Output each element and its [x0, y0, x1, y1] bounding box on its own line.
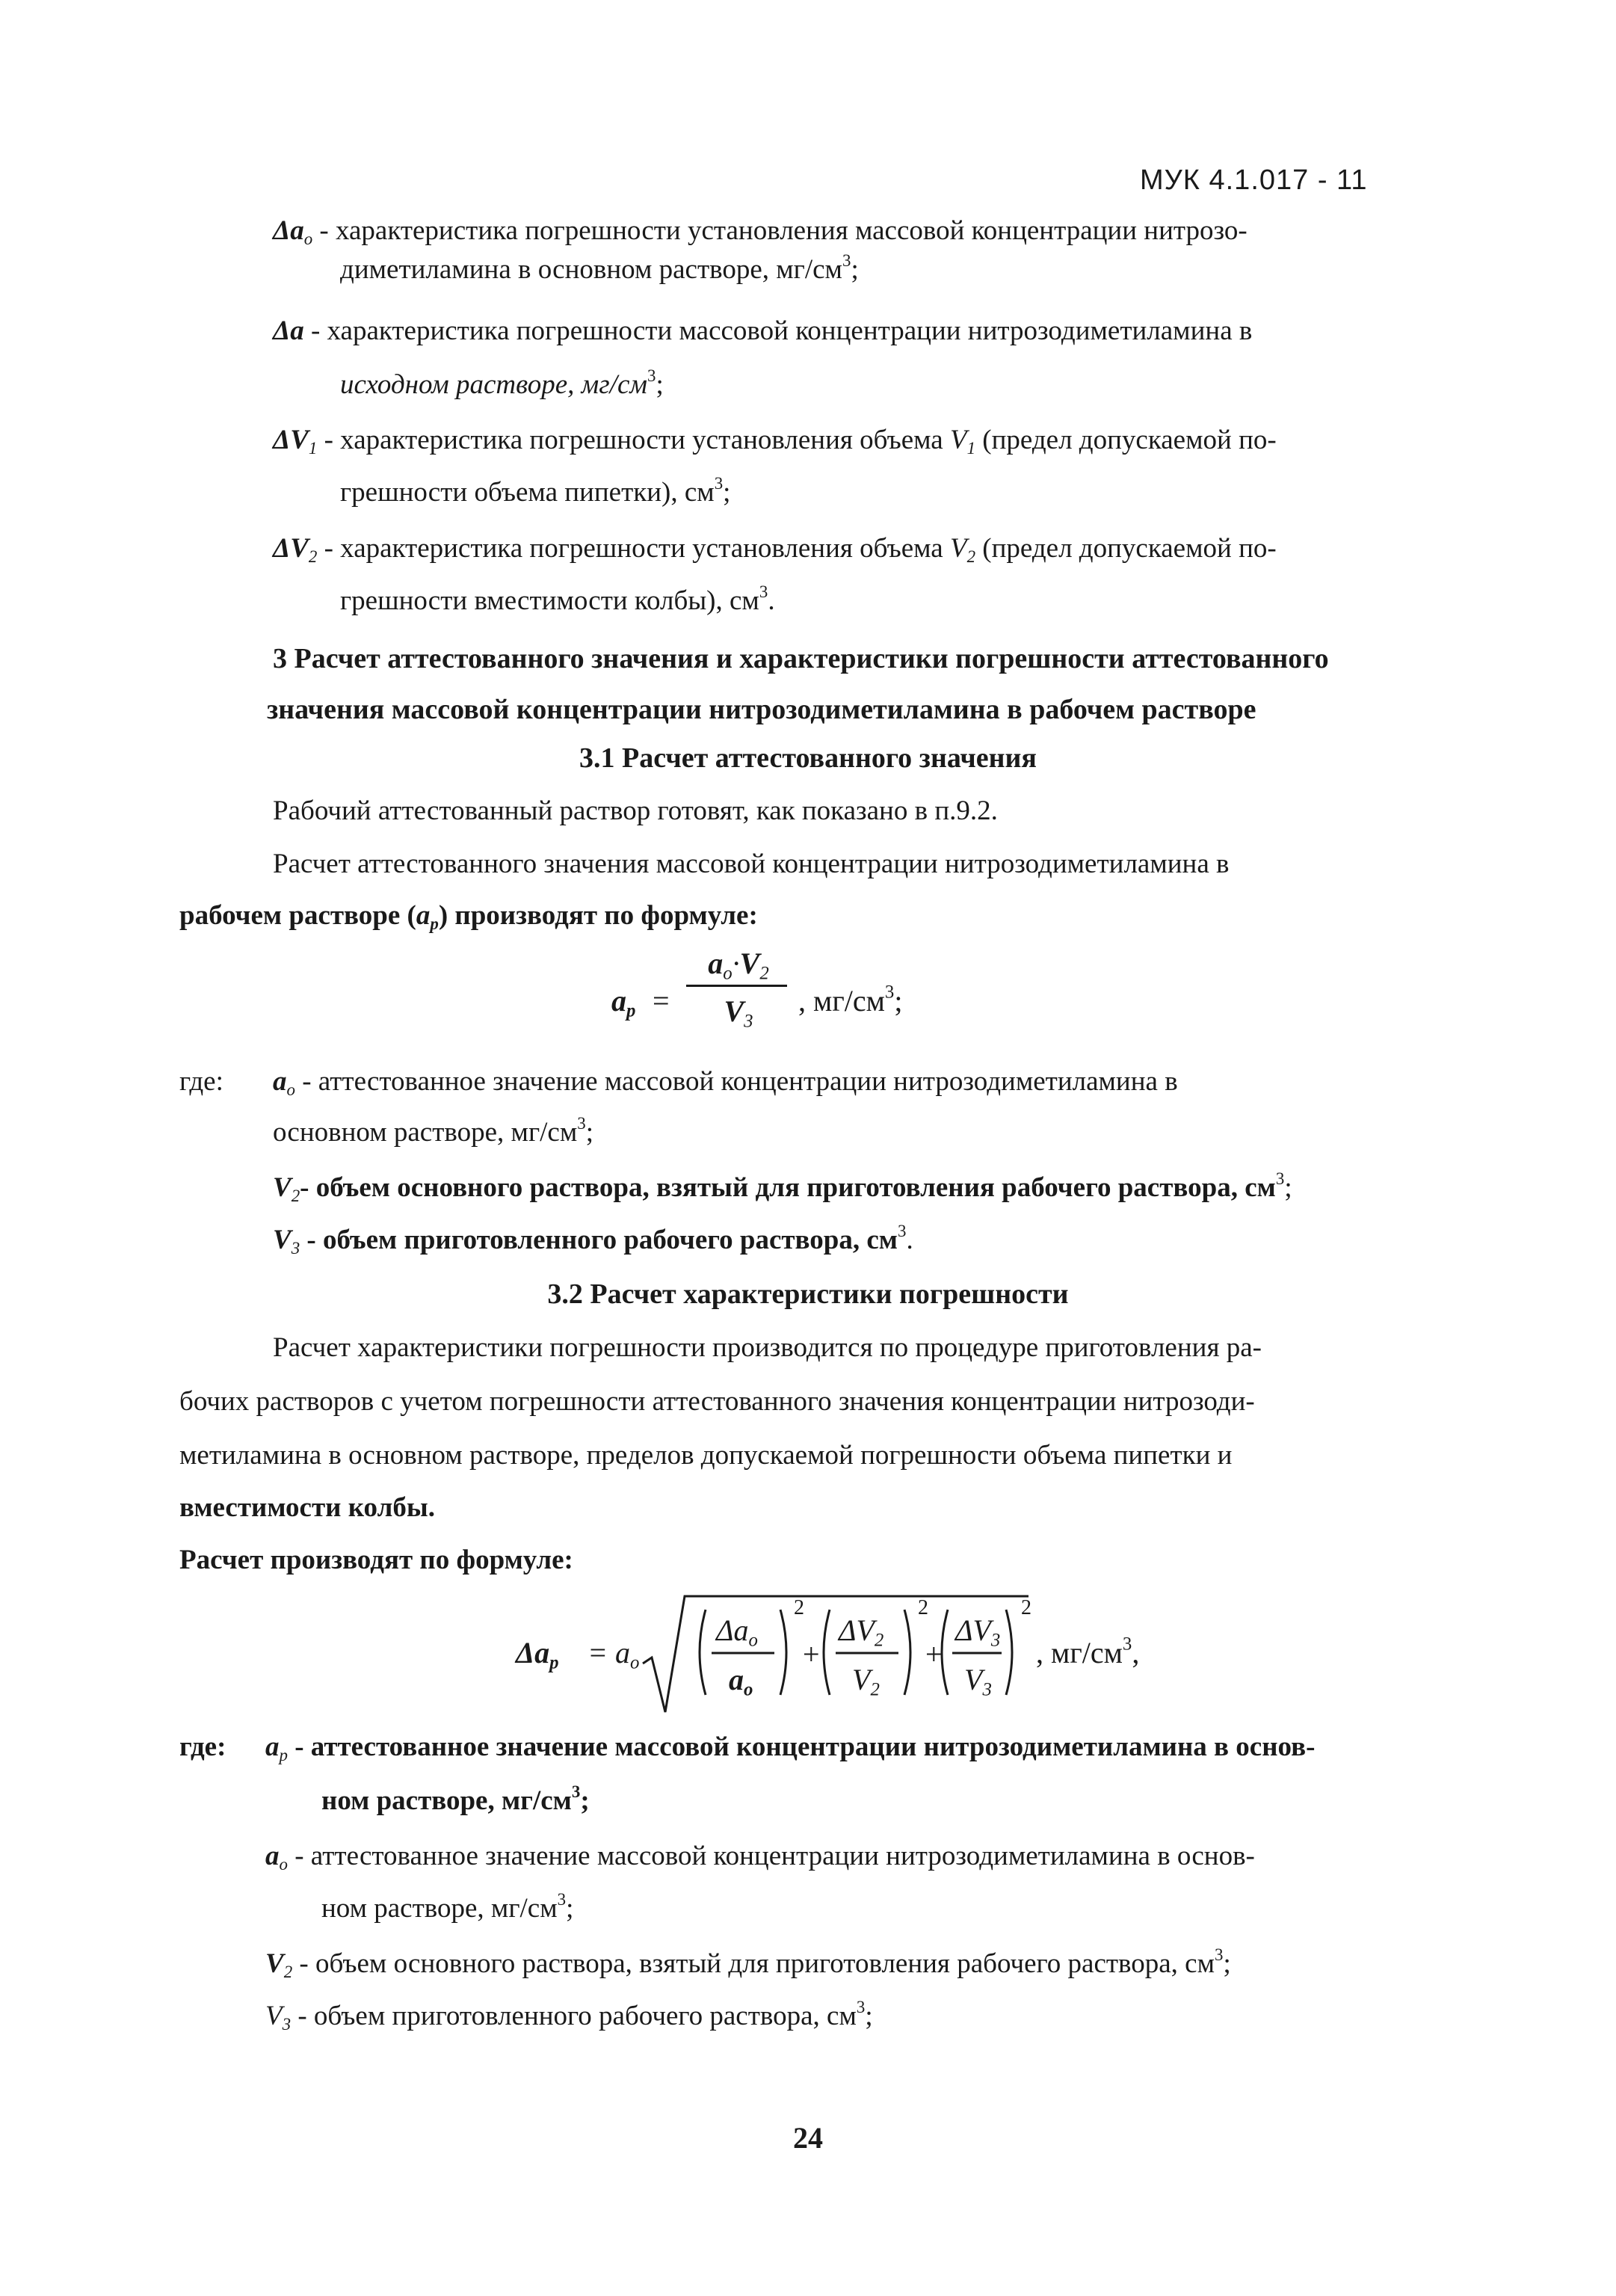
formula2-term1-square: 2 — [794, 1596, 804, 1619]
def-delta-v1-line1: $\Delta V_1$ - характеристика погрешности установления объема $V_1$ (предел допускаемой по- — [273, 425, 1277, 458]
formula2-term1-denominator: $a_o$ — [729, 1663, 753, 1700]
subsection-3-2-title: 3.2 Расчет характеристики погрешности — [547, 1278, 1069, 1310]
formula1-equals: = — [653, 984, 670, 1018]
section-3-title-line2: значения массовой концентрации нитрозодиметиламина в рабочем растворе — [267, 694, 1256, 725]
paragraph-error-line4: вместимости колбы. — [179, 1492, 435, 1523]
def-ap-line2: ном растворе, $мг/см^3$; — [321, 1782, 590, 1816]
paragraph-error-line1: Расчет характеристики погрешности производится по процедуре приготовления ра- — [273, 1332, 1262, 1363]
formula-error — [516, 1589, 1188, 1716]
paragraph-calc-line1: Расчет аттестованного значения массовой концентрации нитрозодиметиламина в — [273, 849, 1230, 879]
formula1-numerator: $a_o\cdot V_2$ — [708, 947, 769, 984]
formula2-term2-numerator: $\Delta V_2$ — [839, 1613, 884, 1651]
formula1-fraction-bar — [686, 985, 787, 987]
formula2-plus-1: + — [803, 1637, 820, 1671]
def-delta-v1-line2: грешности объема пипетки), $см^3$; — [340, 473, 731, 508]
formula1-unit: , $мг/см^3$; — [798, 982, 903, 1018]
page-number: 24 — [793, 2121, 823, 2155]
def-v3: $V_3$ - объем приготовленного рабочего раствора, $см^3$. — [273, 1221, 913, 1258]
def-ao-line1: $a_o$ - аттестованное значение массовой концентрации нитрозодиметиламина в — [273, 1066, 1178, 1099]
subsection-3-1-title: 3.1 Расчет аттестованного значения — [579, 742, 1037, 774]
def-ao-line2: основном растворе, $мг/см^3$; — [273, 1113, 593, 1148]
def-delta-v2-line2: грешности вместимости колбы), $см^3$. — [340, 582, 775, 616]
formula2-term2-square: 2 — [918, 1596, 928, 1619]
def-ao2-line1: $a_o$ - аттестованное значение массовой концентрации нитрозодиметиламина в основ- — [265, 1841, 1255, 1874]
formula2-term1-numerator: $\Delta a_o$ — [716, 1613, 758, 1651]
formula2-term3-denominator: $V_3$ — [964, 1663, 992, 1700]
formula2-plus-2: + — [925, 1637, 943, 1671]
where-label-2: где: — [179, 1732, 226, 1762]
where-label-1: где: — [179, 1066, 223, 1097]
def-ao2-line2: ном растворе, $мг/см^3$; — [321, 1889, 574, 1924]
def-delta-ao-line1: $\Delta a_o$ - характеристика погрешности установления массовой концентрации нитрозо- — [273, 215, 1248, 248]
def-delta-v2-line1: $\Delta V_2$ - характеристика погрешности установления объема $V_2$ (предел допускаемой по- — [273, 533, 1277, 566]
def-ap-line1: $a_p$ - аттестованное значение массовой концентрации нитрозодиметиламина в основ- — [265, 1732, 1316, 1764]
def-delta-a-line1: Δa - характеристика погрешности массовой концентрации нитрозодиметиламина в — [273, 316, 1253, 346]
formula2-unit: , $мг/см^3$, — [1036, 1634, 1140, 1669]
formula2-term3-square: 2 — [1021, 1596, 1031, 1619]
def-v2: $V_2-$ объем основного раствора, взятый для приготовления рабочего раствора, $см^3$; — [273, 1169, 1292, 1205]
paragraph-working-solution: Рабочий аттестованный раствор готовят, как показано в п.9.2. — [273, 795, 998, 826]
formula2-term2-denominator: $V_2$ — [852, 1663, 880, 1700]
paragraph-calc-line2: рабочем растворе $(a_p)$ производят по формуле: — [179, 900, 758, 933]
formula1-lhs: $a_p$ — [611, 984, 636, 1021]
document-code: МУК 4.1.017 - 11 — [1140, 164, 1368, 196]
formula2-term3-numerator: $\Delta V_3$ — [955, 1613, 1001, 1651]
formula2-equals: = $a_o$ — [588, 1636, 640, 1673]
def-v2-second: $V_2$ - объем основного раствора, взятый для приготовления рабочего раствора, $см^3$; — [265, 1945, 1231, 1981]
paragraph-error-line3: метиламина в основном растворе, пределов допускаемой погрешности объема пипетки и — [179, 1440, 1233, 1471]
section-3-title-line1: 3 Расчет аттестованного значения и характеристики погрешности аттестованного — [273, 643, 1329, 674]
def-delta-ao-line2: диметиламина в основном растворе, $мг/см^3$; — [340, 250, 859, 285]
paragraph-formula-intro: Расчет производят по формуле: — [179, 1545, 573, 1575]
def-delta-a-line2: исходном растворе, $мг/см^3$; — [340, 366, 664, 400]
def-v3-second: $V_3$ - объем приготовленного рабочего раствора, $см^3$; — [265, 1997, 873, 2034]
formula1-denominator: $V_3$ — [724, 994, 753, 1032]
paragraph-error-line2: бочих растворов с учетом погрешности аттестованного значения концентрации нитрозоди- — [179, 1386, 1255, 1417]
formula2-lhs: $\Delta a_p$ — [516, 1636, 559, 1673]
